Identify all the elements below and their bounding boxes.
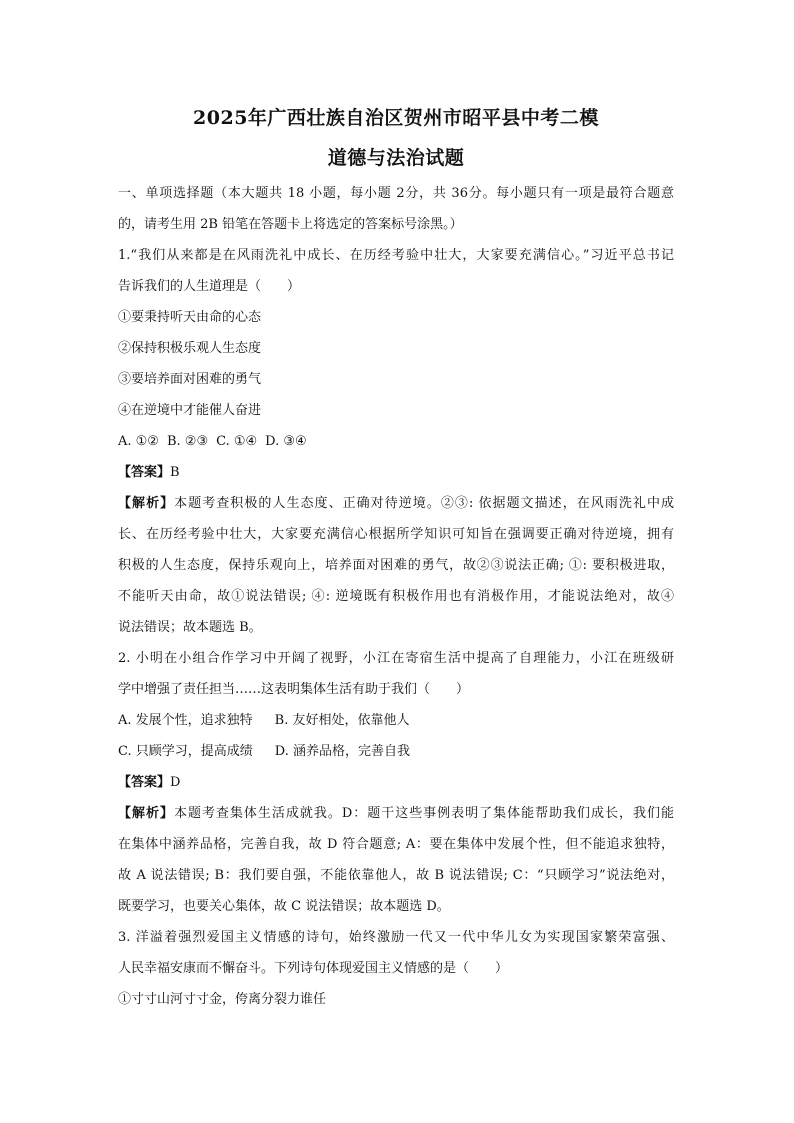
q1-option-d: D. ③④ [265, 434, 307, 449]
analysis-text: 本题考查集体生活成就我。D：题干这些事例表明了集体能帮助我们成长，我们能 [173, 806, 674, 821]
section-instruction-line-1: 一、单项选择题（本大题共 18 小题，每小题 2分，共 36分。每小题只有一项是最符合题意 [118, 186, 674, 201]
q3-stem-line-2: 人民幸福安康而不懈奋斗。下列诗句体现爱国主义情感的是（ ） [118, 961, 509, 976]
document-title: 2025年广西壮族自治区贺州市昭平县中考二模 [193, 107, 599, 129]
q2-stem-line-1: 2. 小明在小组合作学习中开阔了视野，小江在寄宿生活中提高了自理能力，小江在班级研 [118, 651, 674, 666]
document-body [118, 104, 674, 1015]
answer-value: D [170, 775, 181, 790]
q1-analysis-line-5: 说法错误；故本题选 B。 [118, 620, 262, 635]
q3-item-1: ①寸寸山河寸寸金，侉离分裂力谁任 [118, 992, 327, 1007]
document-subtitle: 道德与法治试题 [327, 147, 465, 169]
q2-option-b: B. 友好相处，依靠他人 [274, 713, 410, 728]
q1-option-a: A. ①② [118, 434, 159, 449]
answer-label: 【答案】 [118, 775, 171, 790]
analysis-label: 【解析】 [118, 496, 175, 511]
q1-item-4: ④在逆境中才能催人奋进 [118, 403, 262, 418]
q1-item-3: ③要培养面对困难的勇气 [118, 372, 262, 387]
q2-analysis-line-3: 故 A 说法错误; B：我们要自强，不能依靠他人，故 B 说法错误; C：“只顾学习”说法绝对， [118, 868, 674, 883]
q2-stem-line-2: 学中增强了责任担当……这表明集体生活有助于我们（ ） [118, 682, 470, 697]
answer-label: 【答案】 [118, 465, 171, 480]
q2-option-a: A. 发展个性，追求独特 [118, 713, 253, 728]
q1-item-2: ②保持积极乐观人生态度 [118, 341, 262, 356]
answer-value: B [170, 465, 180, 480]
q2-analysis-line-1 [118, 798, 674, 829]
q1-analysis-line-2: 长、在历经考验中壮大，大家要充满信心根据所学知识可知旨在强调要正确对待逆境，拥有 [118, 527, 674, 542]
q2-option-c: C. 只顾学习，提高成绩 [118, 744, 253, 759]
q1-analysis-line-3: 积极的人生态度，保持乐观向上，培养面对困难的勇气，故②③说法正确; ①: 要积极进取， [118, 558, 674, 573]
q1-answer [118, 457, 674, 488]
q2-analysis-line-4: 既要学习，也要关心集体，故 C 说法错误；故本题选 D。 [118, 899, 450, 914]
q1-stem-line-1: 1.“我们从来都是在风雨洗礼中成长、在历经考验中壮大，大家要充满信心。”习近平总书记 [118, 248, 674, 263]
q2-options-row-2 [118, 736, 674, 767]
q3-stem-line-1: 3. 洋溢着强烈爱国主义情感的诗句，始终激励一代又一代中华儿女为实现国家繁荣富强、 [118, 930, 674, 945]
q1-analysis-line-1 [118, 488, 674, 519]
section-instruction-line-2: 的，请考生用 2B 铅笔在答题卡上将选定的答案标号涂黑。） [118, 217, 463, 232]
q1-stem-line-2: 告诉我们的人生道理是（ ） [118, 279, 301, 294]
q1-analysis-line-4: 不能听天由命，故①说法错误; ④: 逆境既有积极作用也有消极作用，才能说法绝对，故④ [118, 589, 674, 604]
q1-options [118, 426, 674, 457]
q2-options-row-1 [118, 705, 674, 736]
q1-option-c: C. ①④ [216, 434, 258, 449]
q2-answer [118, 767, 674, 798]
q1-option-b: B. ②③ [166, 434, 209, 449]
q2-option-d: D. 涵养品格，完善自我 [274, 744, 410, 759]
analysis-text: 本题考查积极的人生态度、正确对待逆境。②③: 依据题文描述，在风雨洗礼中成 [174, 496, 674, 511]
q2-analysis-line-2: 在集体中涵养品格，完善自我，故 D 符合题意; A：要在集体中发展个性，但不能追求独特， [118, 837, 674, 852]
q1-item-1: ①要秉持听天由命的心态 [118, 310, 262, 325]
analysis-label: 【解析】 [118, 806, 174, 821]
